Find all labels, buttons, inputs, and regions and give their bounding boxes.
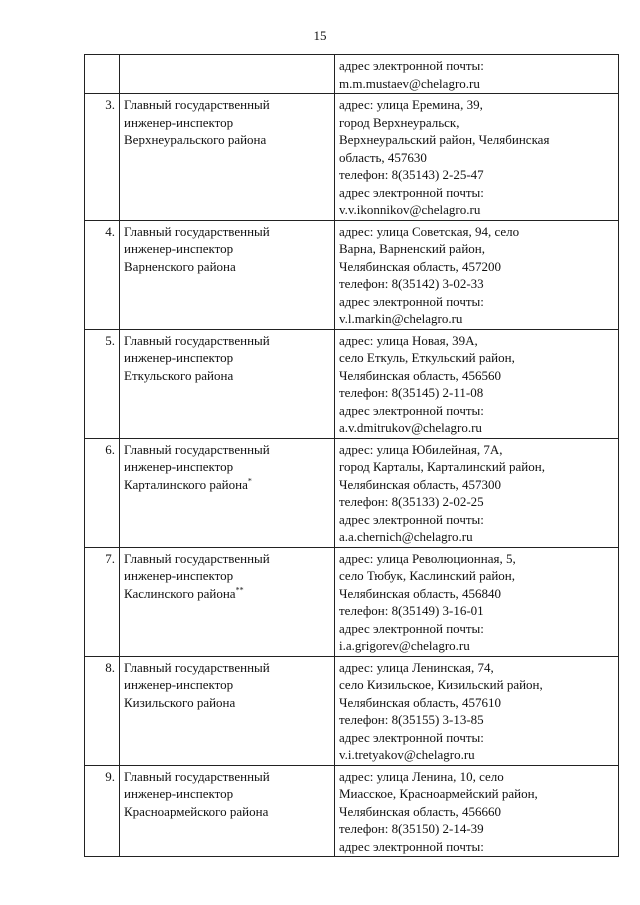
- contacts-cell: [335, 438, 619, 547]
- contacts-cell: [335, 94, 619, 221]
- position-line: [124, 694, 330, 712]
- position-text: Главный государственный: [124, 332, 270, 348]
- email-address: a.v.dmitrukov@chelagro.ru: [339, 420, 482, 435]
- contact-line: Челябинская область, 456660: [339, 803, 502, 819]
- contact-line: адрес: улица Ленина, 10, село: [339, 768, 504, 784]
- contact-line: Варна, Варненский район,: [339, 241, 485, 256]
- table-row: [85, 547, 619, 656]
- table-row: [85, 438, 619, 547]
- position-text: инженер-инспектор: [124, 241, 234, 256]
- position-text: инженер-инспектор: [124, 350, 234, 365]
- contact-line: Миасское, Красноармейский район,: [339, 786, 538, 801]
- position-text: Каслинского района: [124, 585, 236, 601]
- inspectors-table: [84, 54, 619, 857]
- contact-line: телефон: 8(35145) 2-11-08: [339, 385, 484, 400]
- contacts-cell: [335, 329, 619, 438]
- position-line: [124, 332, 330, 350]
- row-number: 3.: [85, 94, 120, 221]
- row-number: 4.: [85, 220, 120, 329]
- position-text: Верхнеуральского района: [124, 132, 267, 147]
- contact-line: телефон: 8(35142) 3-02-33: [339, 276, 484, 291]
- contact-line: адрес электронной почты:: [339, 58, 484, 73]
- email-address: i.a.grigorev@chelagro.ru: [339, 638, 470, 653]
- email-address: v.i.tretyakov@chelagro.ru: [339, 747, 475, 762]
- contact-line: адрес электронной почты:: [339, 293, 484, 309]
- contact-line: село Еткуль, Еткульский район,: [339, 350, 515, 365]
- contact-line: город Карталы, Карталинский район,: [339, 459, 545, 474]
- position-cell: [120, 547, 335, 656]
- contact-line: адрес электронной почты:: [339, 402, 484, 418]
- contacts-cell: [335, 656, 619, 765]
- contact-line: адрес: улица Ленинская, 74,: [339, 659, 494, 675]
- position-line: [124, 803, 330, 821]
- contact-line: адрес: улица Еремина, 39,: [339, 97, 483, 112]
- email-address: m.m.mustaev@chelagro.ru: [339, 75, 480, 91]
- position-cell: [120, 329, 335, 438]
- position-line: [124, 676, 330, 694]
- contact-line: село Тюбук, Каслинский район,: [339, 568, 516, 583]
- position-text: Главный государственный: [124, 550, 270, 566]
- contacts-cell: [335, 547, 619, 656]
- table-row: [85, 94, 619, 221]
- position-text: Карталинского района: [124, 476, 248, 492]
- contact-line: адрес: улица Новая, 39А,: [339, 332, 478, 348]
- footnote-marker: *: [247, 476, 252, 486]
- page-number: 15: [313, 28, 327, 43]
- position-text: Главный государственный: [124, 97, 270, 112]
- row-number: [85, 55, 120, 94]
- email-address: v.v.ikonnikov@chelagro.ru: [339, 202, 481, 217]
- contact-line: Челябинская область, 457200: [339, 258, 502, 274]
- position-line: [124, 96, 330, 114]
- contact-line: Челябинская область, 456840: [339, 585, 502, 601]
- position-line: [124, 585, 330, 603]
- position-line: [124, 458, 330, 476]
- contact-line: адрес электронной почты:: [339, 838, 484, 854]
- table-row: [85, 220, 619, 329]
- contact-line: адрес: улица Советская, 94, село: [339, 223, 520, 239]
- row-number: 8.: [85, 656, 120, 765]
- position-line: [124, 659, 330, 677]
- position-line: [124, 258, 330, 276]
- position-line: [124, 349, 330, 367]
- contact-line: адрес электронной почты:: [339, 511, 484, 527]
- position-text: Красноармейского района: [124, 803, 269, 819]
- position-line: [124, 367, 330, 385]
- email-address: v.l.markin@chelagro.ru: [339, 311, 463, 326]
- position-line: [124, 441, 330, 459]
- position-text: инженер-инспектор: [124, 568, 234, 583]
- position-line: [124, 785, 330, 803]
- position-text: Варненского района: [124, 258, 236, 274]
- table-row: [85, 765, 619, 857]
- contact-line: область, 457630: [339, 149, 427, 165]
- position-cell: [120, 656, 335, 765]
- row-number: 7.: [85, 547, 120, 656]
- position-text: Главный государственный: [124, 223, 270, 239]
- position-text: инженер-инспектор: [124, 677, 234, 692]
- table-body: [85, 55, 619, 857]
- position-text: инженер-инспектор: [124, 786, 234, 801]
- contacts-cell: [335, 220, 619, 329]
- table-row: [85, 656, 619, 765]
- position-cell: [120, 438, 335, 547]
- contact-line: адрес электронной почты:: [339, 184, 484, 200]
- position-line: [124, 223, 330, 241]
- contact-line: село Кизильское, Кизильский район,: [339, 677, 543, 692]
- position-text: Еткульского района: [124, 367, 234, 383]
- contact-line: телефон: 8(35150) 2-14-39: [339, 821, 484, 836]
- position-text: Главный государственный: [124, 441, 270, 457]
- position-cell: [120, 220, 335, 329]
- position-line: [124, 768, 330, 786]
- contact-line: город Верхнеуральск,: [339, 114, 460, 130]
- position-line: [124, 131, 330, 149]
- contact-line: Челябинская область, 456560: [339, 367, 502, 383]
- position-text: инженер-инспектор: [124, 459, 234, 474]
- contact-line: телефон: 8(35143) 2-25-47: [339, 167, 484, 182]
- position-text: Главный государственный: [124, 659, 270, 675]
- contact-line: телефон: 8(35149) 3-16-01: [339, 603, 484, 618]
- contact-line: Челябинская область, 457610: [339, 694, 502, 710]
- position-line: [124, 114, 330, 132]
- row-number: 5.: [85, 329, 120, 438]
- position-line: [124, 240, 330, 258]
- position-cell: [120, 55, 335, 94]
- footnote-marker: **: [235, 585, 244, 595]
- row-number: 6.: [85, 438, 120, 547]
- contact-line: адрес электронной почты:: [339, 729, 484, 745]
- table-row: [85, 329, 619, 438]
- position-text: Главный государственный: [124, 768, 270, 784]
- contact-line: Верхнеуральский район, Челябинская: [339, 132, 550, 147]
- row-number: 9.: [85, 765, 120, 857]
- contact-line: телефон: 8(35133) 2-02-25: [339, 494, 484, 509]
- contact-line: адрес электронной почты:: [339, 620, 484, 636]
- email-address: a.a.chernich@chelagro.ru: [339, 529, 473, 544]
- contacts-cell: [335, 765, 619, 857]
- contact-line: телефон: 8(35155) 3-13-85: [339, 712, 484, 727]
- position-cell: [120, 94, 335, 221]
- position-line: [124, 550, 330, 568]
- table-row: [85, 55, 619, 94]
- position-line: [124, 567, 330, 585]
- contacts-cell: [335, 55, 619, 94]
- position-text: Кизильского района: [124, 694, 236, 710]
- position-text: инженер-инспектор: [124, 114, 234, 130]
- contact-line: адрес: улица Революционная, 5,: [339, 550, 516, 566]
- position-cell: [120, 765, 335, 857]
- position-line: [124, 476, 330, 494]
- contact-line: адрес: улица Юбилейная, 7А,: [339, 441, 503, 457]
- contact-line: Челябинская область, 457300: [339, 476, 502, 492]
